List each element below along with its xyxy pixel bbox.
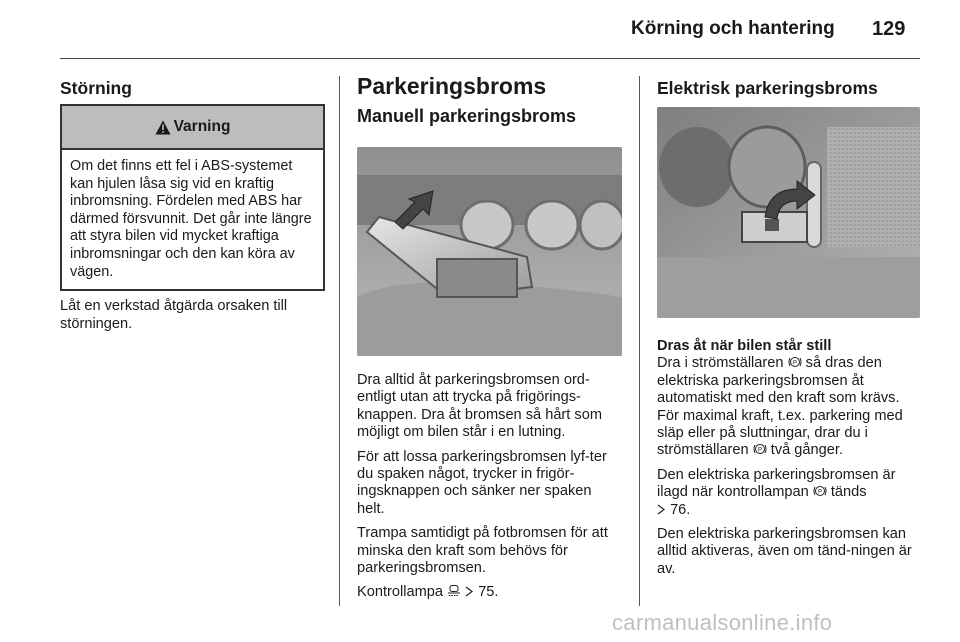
manual-brake-p2: För att lossa parkeringsbromsen lyf-ter du spaken något, trycker in frigör-ingsknappen och sänker ner spaken helt. — [357, 448, 607, 517]
column-3 — [657, 80, 921, 98]
electric-parking-brake-photo — [657, 107, 920, 318]
electric-brake-p1 — [657, 355, 923, 459]
header-rule — [60, 58, 920, 59]
column-1 — [60, 80, 322, 98]
column-2 — [357, 73, 622, 126]
page-reference[interactable]: 75. — [478, 584, 499, 601]
page-number: 129 — [872, 18, 906, 40]
electric-brake-subheading: Dras åt när bilen står still — [657, 338, 832, 354]
warning-triangle-icon — [155, 120, 171, 135]
page-reference[interactable]: 76. — [670, 501, 691, 518]
storning-text: Låt en verkstad åtgärda orsaken till störningen. — [60, 298, 288, 332]
brake-switch-icon — [753, 442, 767, 456]
watermark: carmanualsonline.info — [612, 610, 833, 635]
heading-storning: Störning — [60, 78, 132, 98]
page-reference-arrow-icon — [657, 504, 666, 515]
electric-brake-p1-c: två gånger. — [770, 442, 843, 459]
warning-text: Om det finns ett fel i ABS-systemet kan hjulen låsa sig vid en kraftig inbromsning. Fördelen med ABS har därmed försvunnit. Det går inte längre att styra bilen vid mycket kraftiga inbromsningar och den kan köra av vägen. — [70, 158, 312, 280]
manual-parking-brake-photo — [357, 147, 622, 356]
warning-title: Varning — [173, 118, 231, 135]
brake-indicator-icon — [447, 585, 461, 597]
electric-brake-p1-a: Dra i strömställaren — [657, 355, 784, 372]
svg-text:P: P — [792, 360, 797, 367]
svg-text:P: P — [757, 447, 762, 454]
electric-brake-text — [657, 338, 923, 585]
warning-header — [62, 106, 323, 150]
manual-brake-p4 — [357, 584, 623, 601]
indicator-lamp-label: Kontrollampa — [357, 584, 443, 601]
heading-parkeringsbroms: Parkeringsbroms — [357, 73, 547, 99]
electric-brake-p2 — [657, 467, 923, 519]
running-header-title: Körning och hantering — [631, 18, 835, 39]
electric-brake-p2-b: tänds — [830, 484, 867, 501]
electric-brake-p3: Den elektriska parkeringsbromsen kan alltid aktiveras, även om tänd-ningen är av. — [657, 526, 912, 577]
manual-brake-p3: Trampa samtidigt på fotbromsen för att minska den kraft som behövs för parkeringsbromsen. — [357, 525, 608, 577]
heading-elektrisk-parkeringsbroms: Elektrisk parkeringsbroms — [657, 78, 878, 98]
svg-text:P: P — [817, 489, 822, 496]
electric-brake-p2-a: Den elektriska parkeringsbromsen är ilagd när kontrollampan — [657, 466, 896, 501]
manual-brake-text — [357, 372, 623, 609]
manual-brake-p1: Dra alltid åt parkeringsbromsen ord-entligt utan att trycka på frigörings-knappen. Dra åt bromsen så hårt som möjligt om bilen står i en lutning. — [357, 372, 602, 441]
heading-manuell-parkeringsbroms: Manuell parkeringsbroms — [357, 105, 577, 126]
electric-brake-p1-b: så dras den elektriska parkeringsbromsen åt automatiskt med den kraft som krävs. För maximal kraft, t.ex. parkering med släp eller på sluttningar, drar du i strömställaren — [657, 355, 903, 459]
column-divider-1 — [339, 76, 340, 606]
brake-switch-icon — [788, 355, 802, 369]
column-divider-2 — [639, 76, 640, 606]
brake-indicator-icon — [813, 484, 827, 498]
page-reference-arrow-icon — [465, 586, 474, 597]
warning-box — [60, 104, 325, 291]
